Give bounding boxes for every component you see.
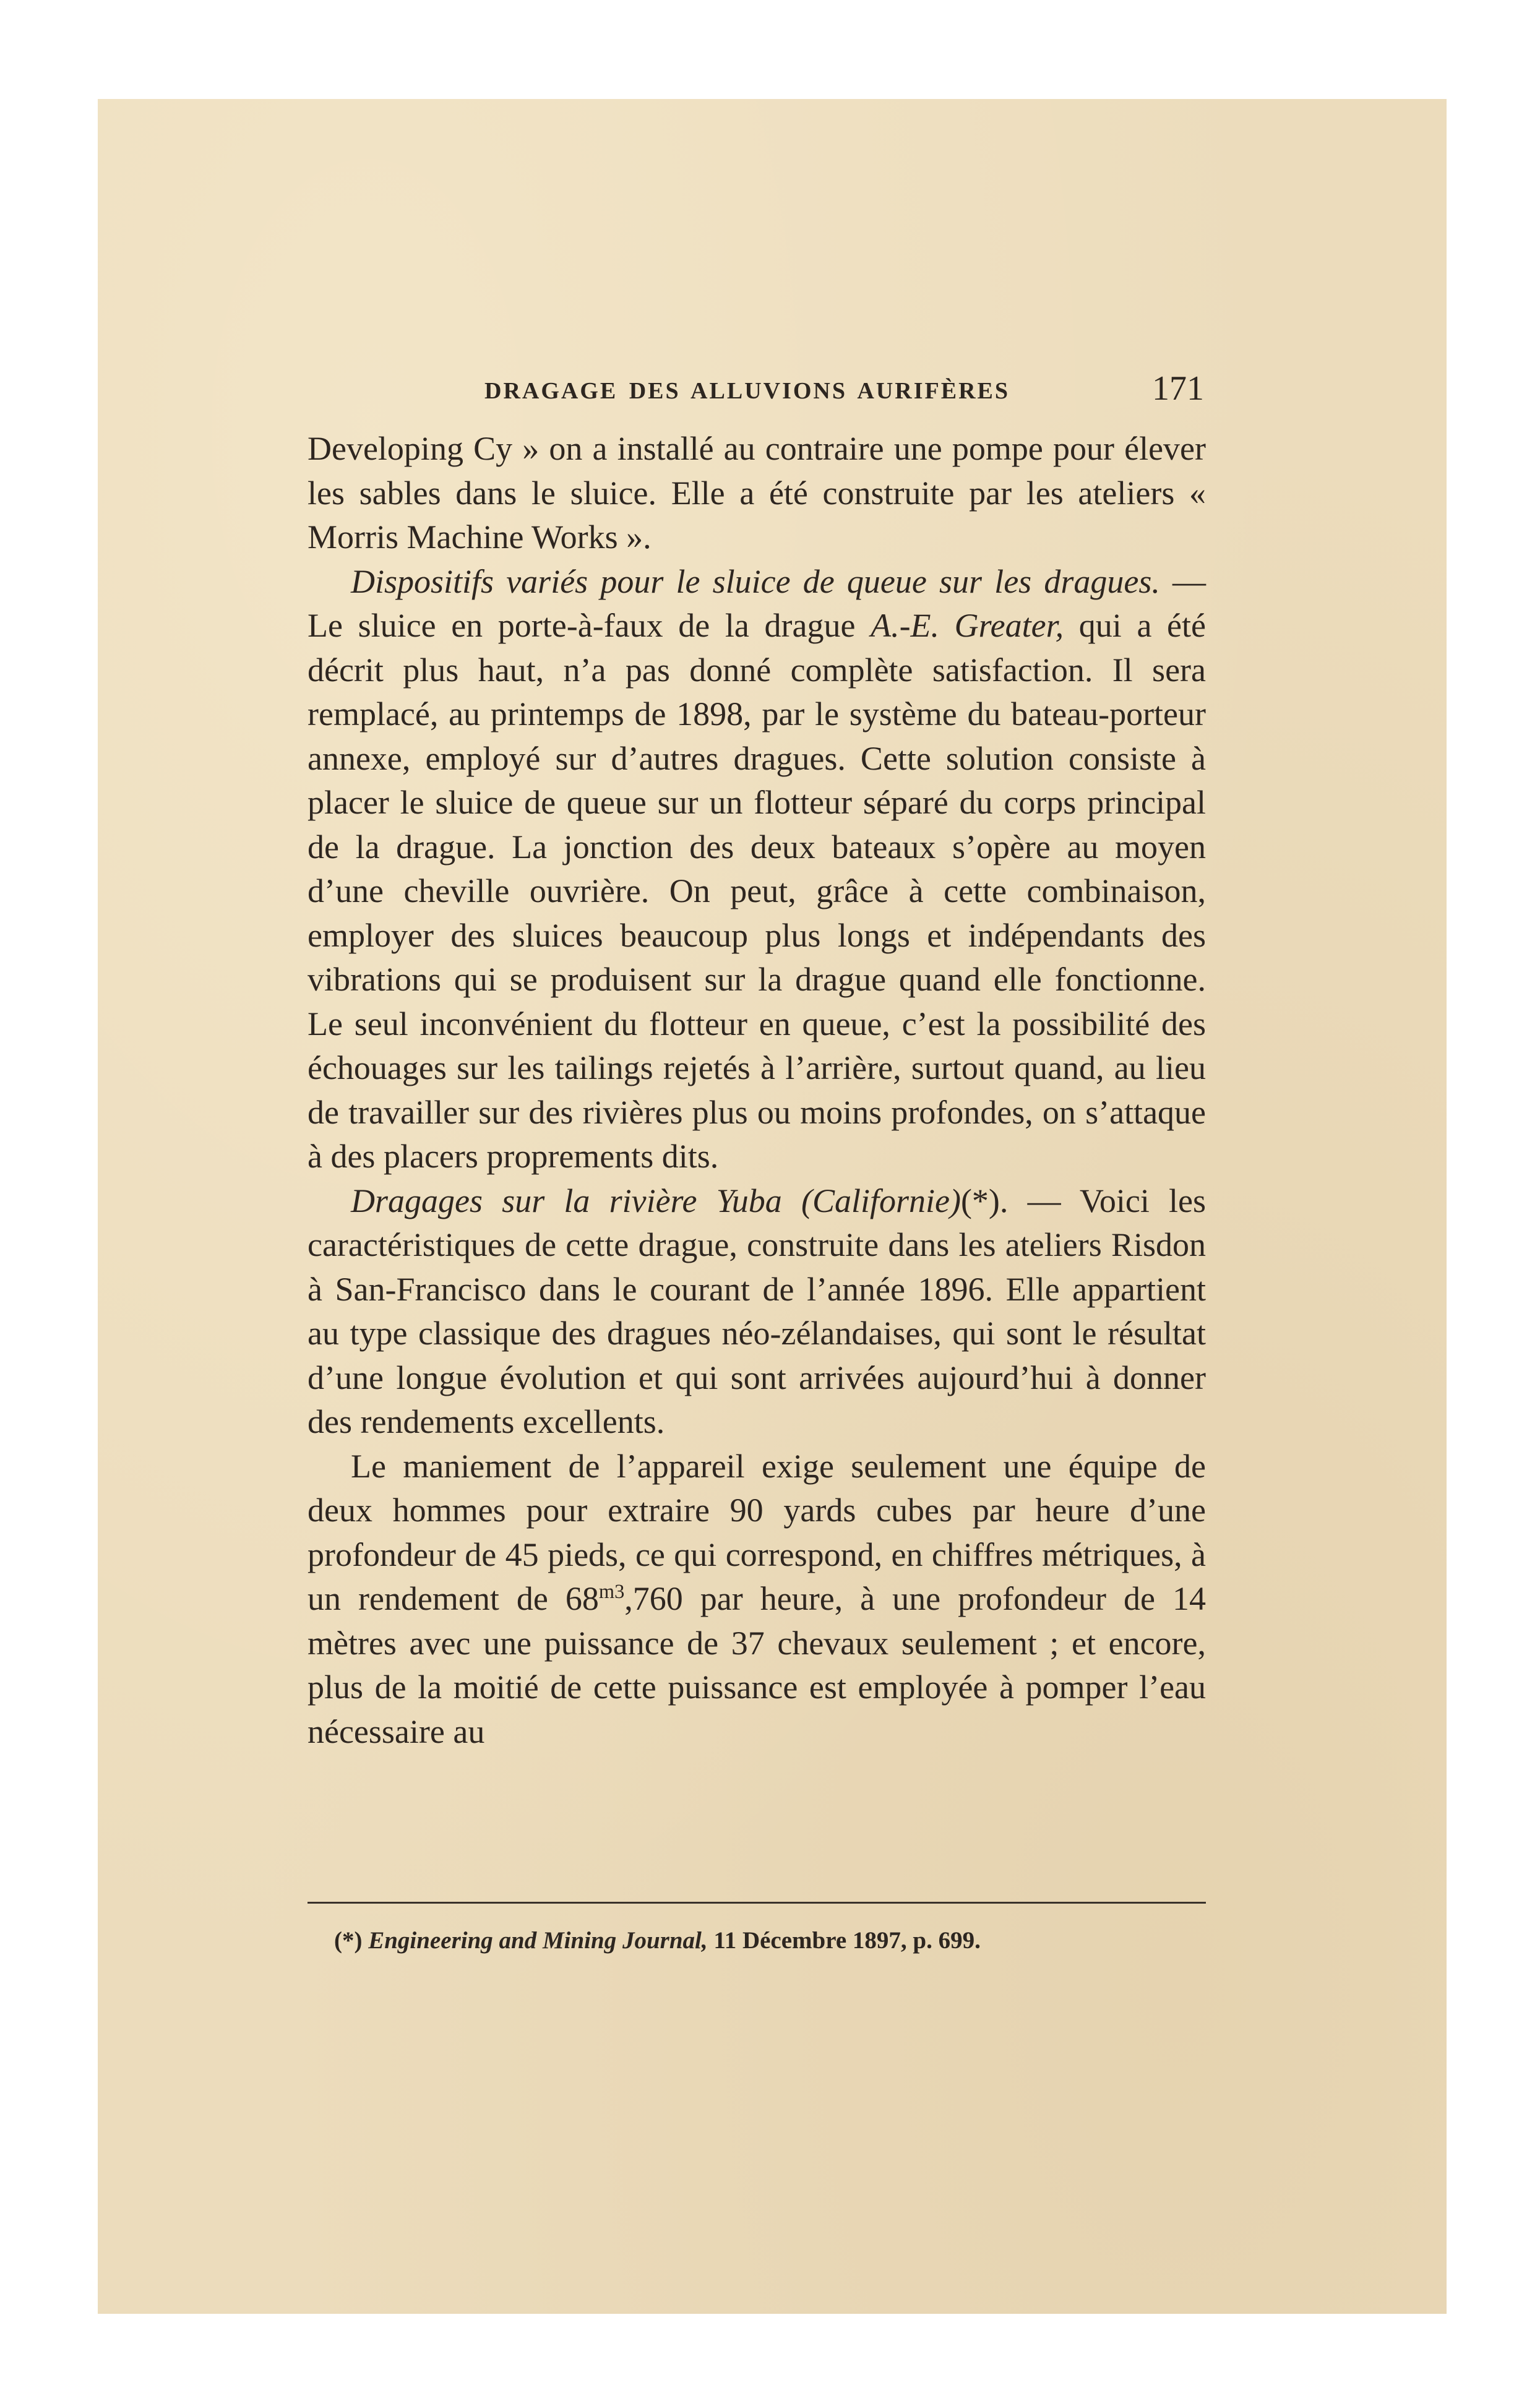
section-heading-yuba: Dragages sur la rivière Yuba (Californie) [351, 1182, 961, 1219]
paragraph-4 [308, 1445, 1206, 1755]
paragraph-3-text: . — Voici les caractéristiques de cette drague, construite dans les ateliers Risdon à San-Francisco dans le courant de l’année 1896. Elle appartient au type classique des dragues néo-zélandaises, qui sont le résultat d’une longue évolution et qui sont arrivées aujourd’hui à donner des rendements excellents. [308, 1182, 1206, 1440]
paragraph-4-text-b: ,760 par heure, à une profondeur de 14 mètres avec une puissance de 37 chevaux seulement ; et encore, plus de la moitié de cette puissance est employée à pomper l’eau nécessaire au [308, 1580, 1207, 1750]
running-title: DRAGAGE DES ALLUVIONS AURIFÈRES [484, 378, 1010, 404]
page-header [385, 369, 1204, 411]
footnote-reference: (*) [960, 1182, 1000, 1219]
unit-superscript: m3 [598, 1581, 625, 1603]
dredge-name: A.-E. Greater, [871, 607, 1064, 644]
footnote-source: Engineering and Mining Journal, [368, 1927, 708, 1954]
footnote-divider [308, 1902, 1206, 1904]
body-text [308, 427, 1206, 1754]
footnote-marker: (*) [334, 1927, 369, 1954]
page-number: 171 [1152, 369, 1204, 408]
paragraph-1-text: Developing Cy » on a installé au contraire une pompe pour élever les sables dans le sluice. Elle a été construite par les ateliers « Morris Machine Works ». [308, 430, 1206, 556]
footnote [334, 1925, 1213, 1956]
paragraph-2-text-a: — Le sluice en porte-à-faux de la drague [308, 562, 1207, 644]
paragraph-2-text-b: qui a été décrit plus haut, n’a pas donné complète satisfaction. Il sera remplacé, au printemps de 1898, par le système du bateau-porteur annexe, employé sur d’autres dragues. Cette solution consiste à placer le sluice de queue sur un flotteur séparé du corps principal de la drague. La jonction des deux bateaux s’opère au moyen d’une cheville ouvrière. On peut, grâce à cette combinaison, employer des sluices beaucoup plus longs et indépendants des vibrations qui se produisent sur la drague quand elle fonctionne. Le seul inconvénient du flotteur en queue, c’est la possibilité des échouages sur les tailings rejetés à l’arrière, surtout quand, au lieu de travailler sur des rivières plus ou moins profondes, on s’attaque à des placers proprements dits. [308, 607, 1206, 1175]
paragraph-4-text-a: Le maniement de l’appareil exige seulement une équipe de deux hommes pour extraire 90 yards cubes par heure d’une profondeur de 45 pieds, ce qui correspond, en chiffres métriques, à un rendement de 68 [308, 1447, 1206, 1617]
paragraph-2 [308, 560, 1206, 1179]
section-heading-dispositifs: Dispositifs variés pour le sluice de queue sur les dragues. [351, 562, 1160, 600]
paragraph-1 [308, 427, 1206, 560]
paragraph-3 [308, 1179, 1206, 1445]
footnote-detail: 11 Décembre 1897, p. 699. [707, 1927, 981, 1954]
